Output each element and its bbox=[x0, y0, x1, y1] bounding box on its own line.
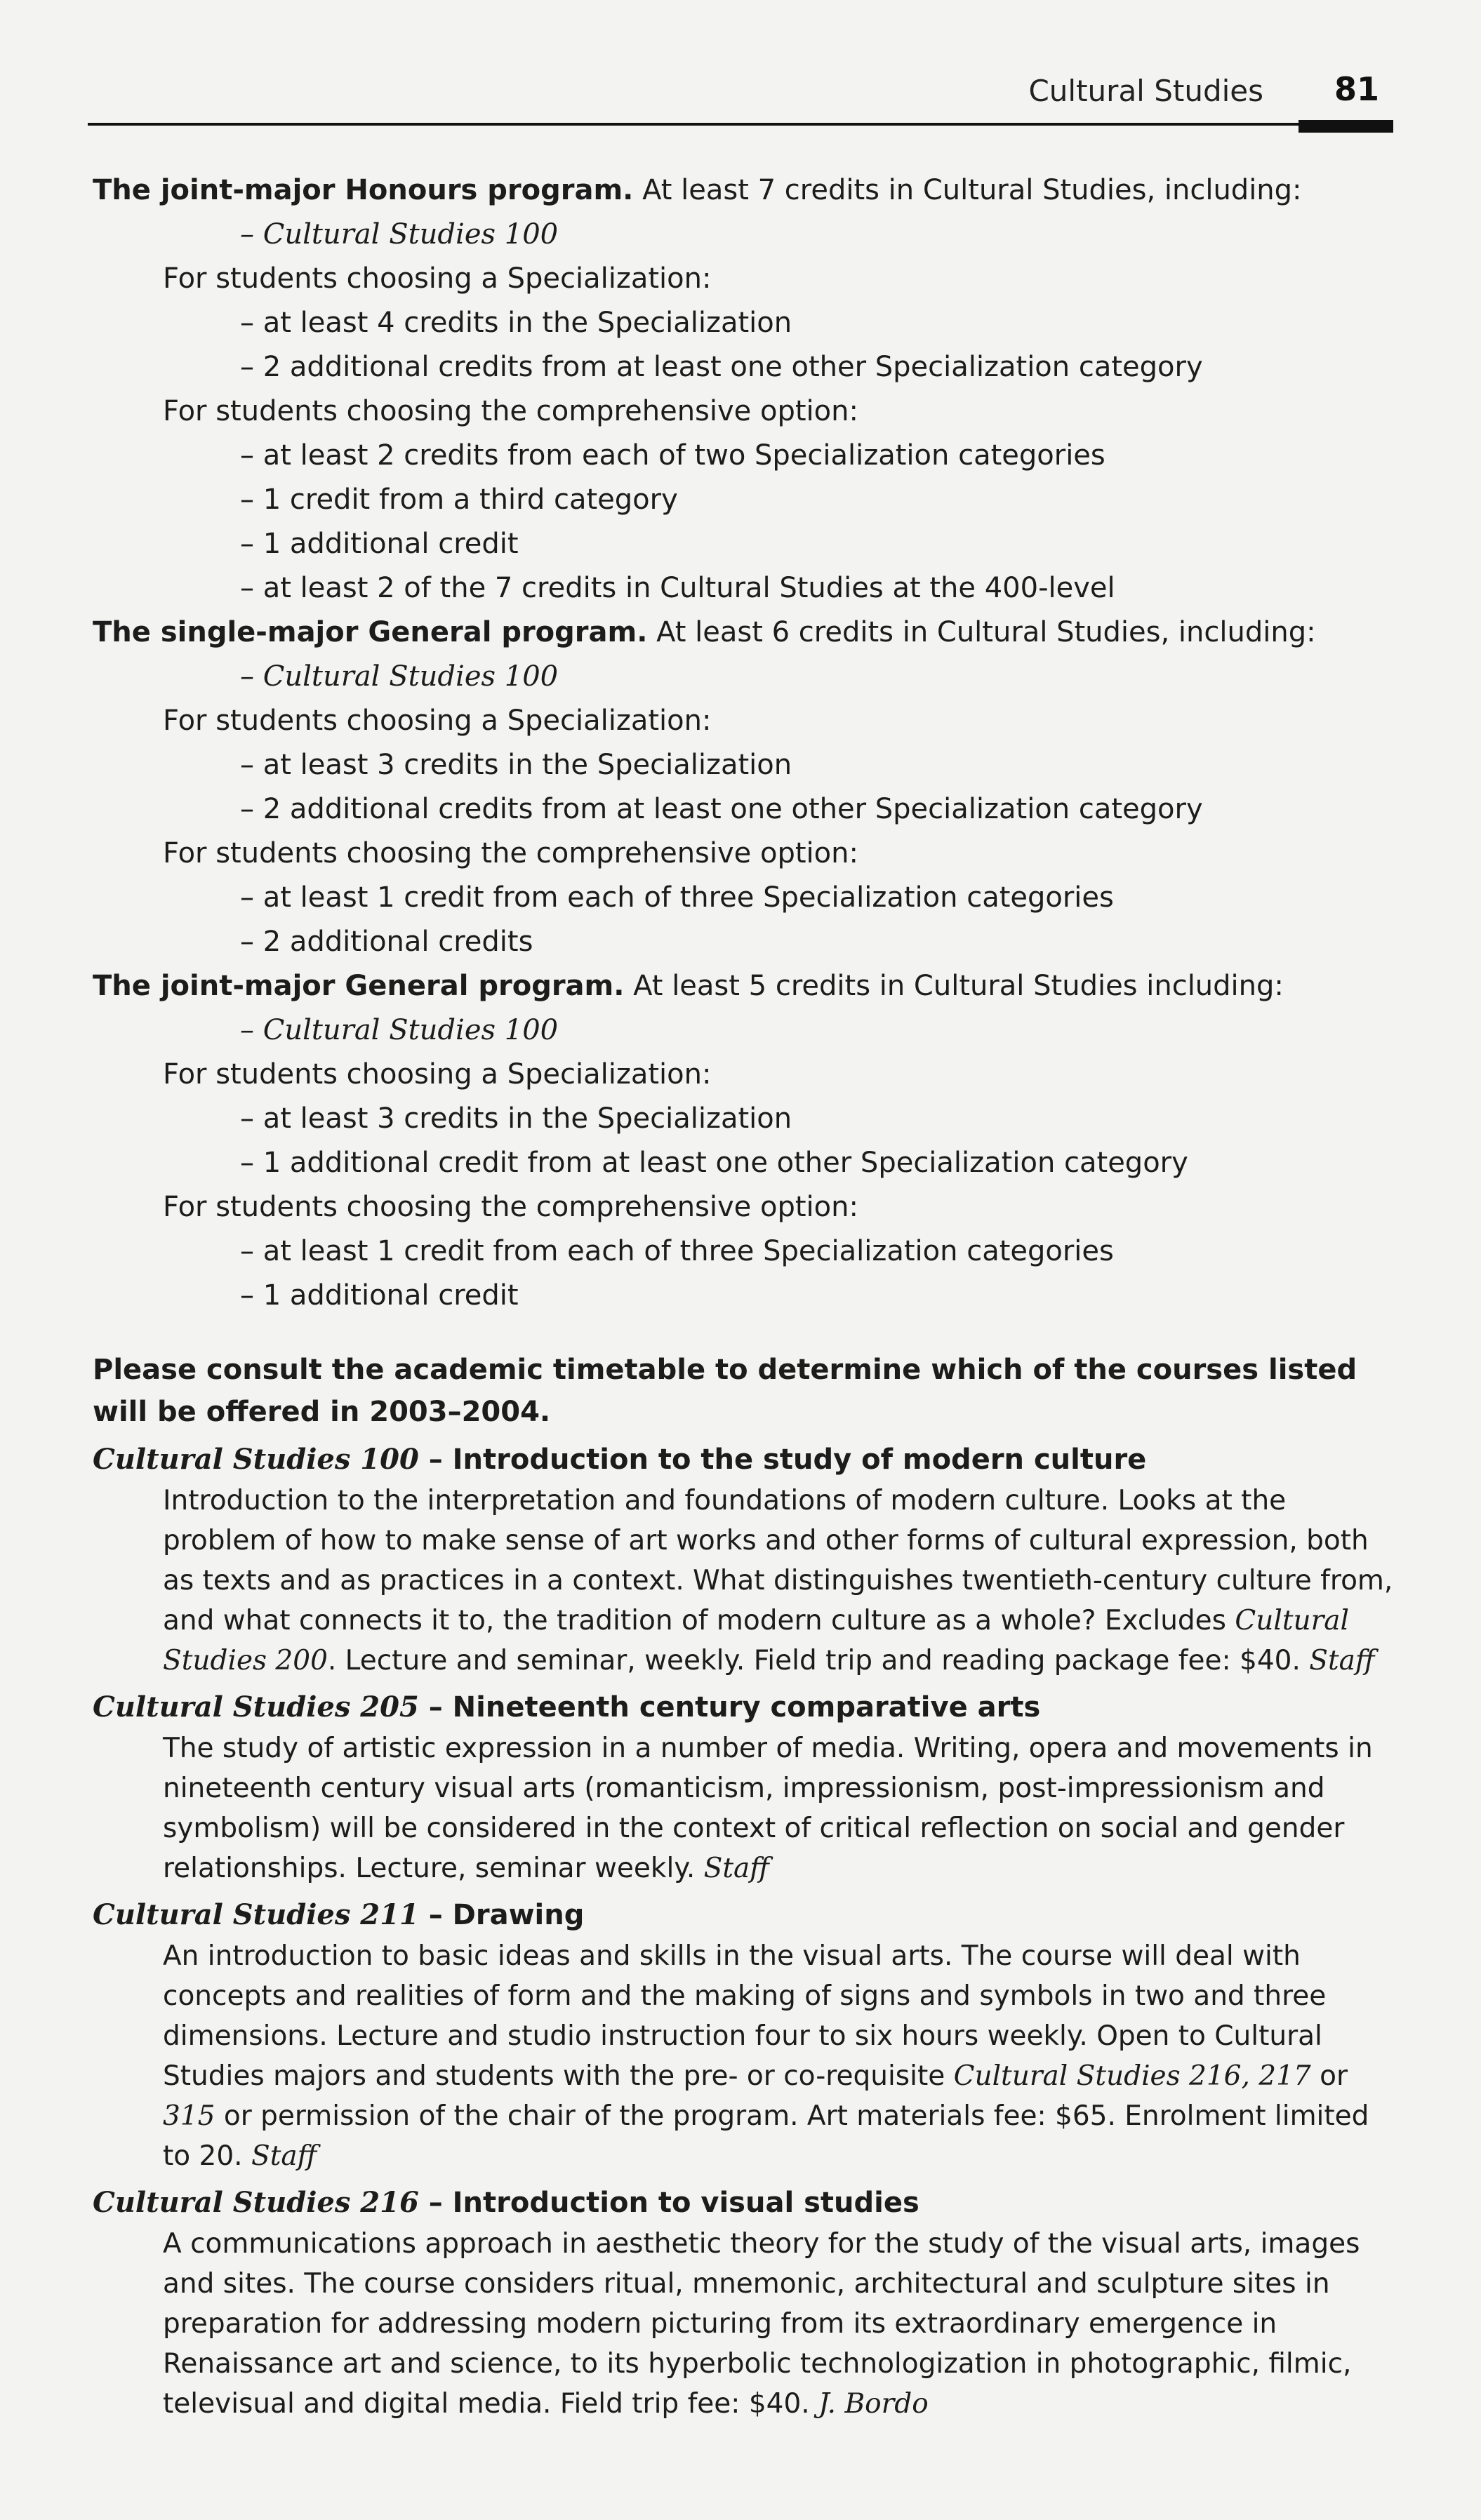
specialization-item: – 2 additional credits from at least one other Specialization category bbox=[240, 351, 1203, 383]
course-heading bbox=[93, 1894, 1398, 1936]
specialization-item: – 2 additional credits from at least one other Specialization category bbox=[240, 793, 1203, 825]
program-title: The single-major General program. bbox=[93, 616, 648, 648]
course-entry bbox=[93, 1439, 1398, 1681]
required-course: – Cultural Studies 100 bbox=[240, 660, 559, 693]
comprehensive-item: – at least 2 credits from each of two Specialization categories bbox=[240, 439, 1105, 472]
comprehensive-label: For students choosing the comprehensive option: bbox=[163, 395, 858, 427]
section-title: Cultural Studies bbox=[1028, 74, 1263, 108]
course-code: Cultural Studies 100 bbox=[93, 1443, 419, 1476]
program-heading bbox=[93, 168, 1398, 213]
description-text: The study of artistic expression in a number of media. Writing, opera and movements in nineteenth century visual arts (romanticism, impressionism, post-impressionism and symbolism) will be considered in the context of critical reflection on social and gender relationships. Lecture, seminar weekly. bbox=[163, 1733, 1373, 1884]
required-course: – Cultural Studies 100 bbox=[240, 218, 559, 251]
italic-text: Cultural Studies 216, 217 bbox=[953, 2060, 1311, 2092]
course-description bbox=[93, 1936, 1398, 2176]
comprehensive-item: – at least 2 of the 7 credits in Cultural Studies at the 400-level bbox=[240, 572, 1115, 604]
course-description bbox=[93, 1728, 1398, 1888]
italic-text: Staff bbox=[1309, 1645, 1375, 1676]
required-course: – Cultural Studies 100 bbox=[240, 1014, 559, 1046]
specialization-label: For students choosing a Specialization: bbox=[163, 705, 712, 737]
program-heading bbox=[93, 611, 1398, 655]
comprehensive-item: – at least 1 credit from each of three Specialization categories bbox=[240, 1235, 1114, 1267]
course-description bbox=[93, 1481, 1398, 1681]
description-text: or permission of the chair of the program. Art materials fee: $65. Enrolment limited to 20. bbox=[163, 2100, 1369, 2172]
italic-text: Staff bbox=[703, 1853, 769, 1884]
course-code: Cultural Studies 211 bbox=[93, 1898, 419, 1931]
course-entry bbox=[93, 2182, 1398, 2424]
comprehensive-item: – 1 additional credit bbox=[240, 1279, 519, 1312]
description-text: A communications approach in aesthetic theory for the study of the visual arts, images and sites. The course considers ritual, mnemonic, architectural and sculpture sites in preparation for addressing modern picturing from its extraordinary emergence in Renaissance art and science, to its hyperbolic technologization in photographic, filmic, televisual and digital media. Field trip fee: $40. bbox=[163, 2228, 1360, 2420]
page-content bbox=[93, 168, 1398, 2424]
comprehensive-item: – 1 credit from a third category bbox=[240, 484, 678, 516]
program-title: The joint-major Honours program. bbox=[93, 174, 634, 206]
course-title: – Introduction to visual studies bbox=[418, 2187, 919, 2219]
program-intro: At least 7 credits in Cultural Studies, including: bbox=[633, 174, 1302, 206]
course-heading bbox=[93, 2182, 1398, 2224]
page-header bbox=[88, 67, 1393, 130]
page-number: 81 bbox=[1334, 70, 1379, 108]
comprehensive-item: – at least 1 credit from each of three Specialization categories bbox=[240, 881, 1114, 914]
comprehensive-item: – 1 additional credit bbox=[240, 528, 519, 560]
course-code: Cultural Studies 216 bbox=[93, 2186, 419, 2219]
program-block bbox=[93, 168, 1398, 611]
description-text: . Lecture and seminar, weekly. Field trip and reading package fee: $40. bbox=[327, 1645, 1310, 1676]
description-text: Introduction to the interpretation and foundations of modern culture. Looks at the problem of how to make sense of art works and other forms of cultural expression, both as texts and as practices in a context. What distinguishes twentieth-century culture from, and what connects it to, the tradition of modern culture as a whole? Excludes bbox=[163, 1485, 1393, 1636]
specialization-item: – at least 4 credits in the Specialization bbox=[240, 307, 792, 339]
specialization-item: – 1 additional credit from at least one other Specialization category bbox=[240, 1147, 1188, 1179]
course-entry bbox=[93, 1894, 1398, 2176]
specialization-label: For students choosing a Specialization: bbox=[163, 262, 712, 295]
program-intro: At least 6 credits in Cultural Studies, including: bbox=[647, 616, 1316, 648]
timetable-notice: Please consult the academic timetable to determine which of the courses listed will be offered in 2003–2004. bbox=[93, 1354, 1357, 1428]
description-text: An introduction to basic ideas and skills in the visual arts. The course will deal with concepts and realities of form and the making of signs and symbols in two and three dimensions. Lecture and studio instruction four to six hours weekly. Open to Cultural Studies majors and students with the pre- or co-requisite bbox=[163, 1940, 1327, 2092]
course-title: – Drawing bbox=[418, 1899, 585, 1931]
specialization-item: – at least 3 credits in the Specialization bbox=[240, 1102, 792, 1135]
specialization-label: For students choosing a Specialization: bbox=[163, 1058, 712, 1091]
italic-text: Cultural Studies 200 bbox=[163, 1605, 1349, 1676]
program-heading bbox=[93, 964, 1398, 1008]
description-text: or bbox=[1310, 2060, 1348, 2092]
course-description bbox=[93, 2224, 1398, 2424]
course-heading bbox=[93, 1686, 1398, 1728]
program-title: The joint-major General program. bbox=[93, 970, 625, 1002]
program-requirements bbox=[93, 168, 1398, 1318]
header-rule bbox=[88, 123, 1393, 126]
comprehensive-label: For students choosing the comprehensive option: bbox=[163, 1191, 858, 1223]
course-heading bbox=[93, 1439, 1398, 1481]
header-rule-tab bbox=[1299, 120, 1393, 133]
program-block bbox=[93, 611, 1398, 964]
italic-text: 315 bbox=[163, 2100, 215, 2132]
course-title: – Introduction to the study of modern culture bbox=[418, 1444, 1147, 1476]
specialization-item: – at least 3 credits in the Specialization bbox=[240, 749, 792, 781]
comprehensive-item: – 2 additional credits bbox=[240, 926, 533, 958]
italic-text: Staff bbox=[251, 2140, 317, 2172]
program-block bbox=[93, 964, 1398, 1318]
course-list bbox=[93, 1439, 1398, 2424]
program-intro: At least 5 credits in Cultural Studies including: bbox=[624, 970, 1284, 1002]
italic-text: J. Bordo bbox=[818, 2388, 929, 2420]
course-code: Cultural Studies 205 bbox=[93, 1691, 419, 1724]
course-title: – Nineteenth century comparative arts bbox=[418, 1691, 1041, 1724]
comprehensive-label: For students choosing the comprehensive option: bbox=[163, 837, 858, 869]
course-entry bbox=[93, 1686, 1398, 1888]
